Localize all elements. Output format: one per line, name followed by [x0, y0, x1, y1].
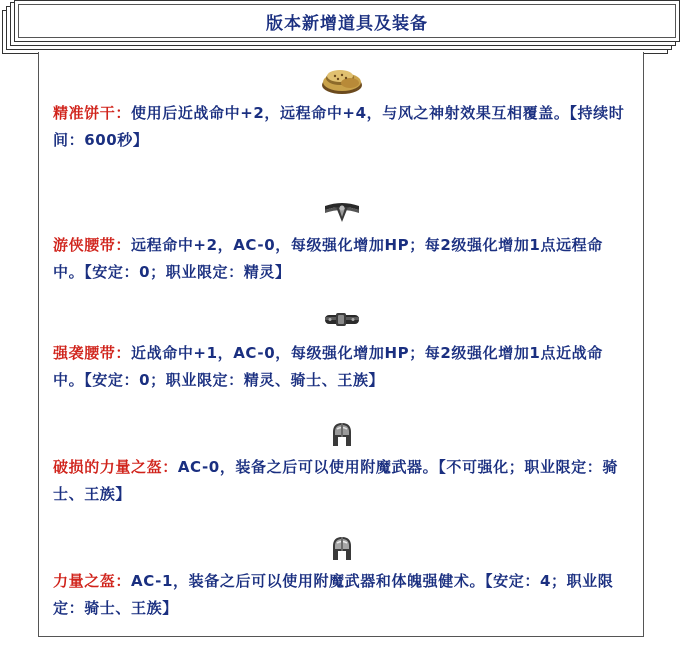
- list-item: [53, 306, 631, 394]
- item-name: 破损的力量之盔：: [53, 458, 178, 476]
- belt-icon: [322, 198, 362, 226]
- item-description: 使用后近战命中+2，远程命中+4，与风之神射效果互相覆盖。【持续时间：600秒】: [53, 104, 625, 149]
- content-panel: [38, 52, 644, 637]
- list-item: [53, 66, 631, 154]
- helmet-icon: [327, 420, 357, 450]
- item-text: [53, 232, 631, 286]
- helmet-icon: [327, 534, 357, 564]
- item-name: 游侠腰带：: [53, 236, 132, 254]
- item-name: 力量之盔：: [53, 572, 132, 590]
- item-text: [53, 454, 631, 508]
- item-name: 强袭腰带：: [53, 344, 132, 362]
- list-item: [53, 198, 631, 286]
- list-item: [53, 534, 631, 622]
- biscuit-icon: [320, 66, 364, 96]
- item-text: [53, 568, 631, 622]
- item-description: 远程命中+2，AC-0，每级强化增加HP；每2级强化增加1点远程命中。【安定：0；职业限定：精灵】: [53, 236, 603, 281]
- item-description: AC-0，装备之后可以使用附魔武器。【不可强化；职业限定：骑士、王族】: [53, 458, 618, 503]
- item-text: [53, 100, 631, 154]
- item-text: [53, 340, 631, 394]
- list-item: [53, 420, 631, 508]
- item-description: 近战命中+1，AC-0，每级强化增加HP；每2级强化增加1点近战命中。【安定：0；职业限定：精灵、骑士、王族】: [53, 344, 603, 389]
- header-stack: [0, 0, 690, 60]
- page-title: 版本新增道具及装备: [14, 0, 680, 42]
- item-description: AC-1，装备之后可以使用附魔武器和体魄强健术。【安定：4；职业限定：骑士、王族】: [53, 572, 614, 617]
- belt-icon: [322, 306, 362, 334]
- item-name: 精准饼干：: [53, 104, 132, 122]
